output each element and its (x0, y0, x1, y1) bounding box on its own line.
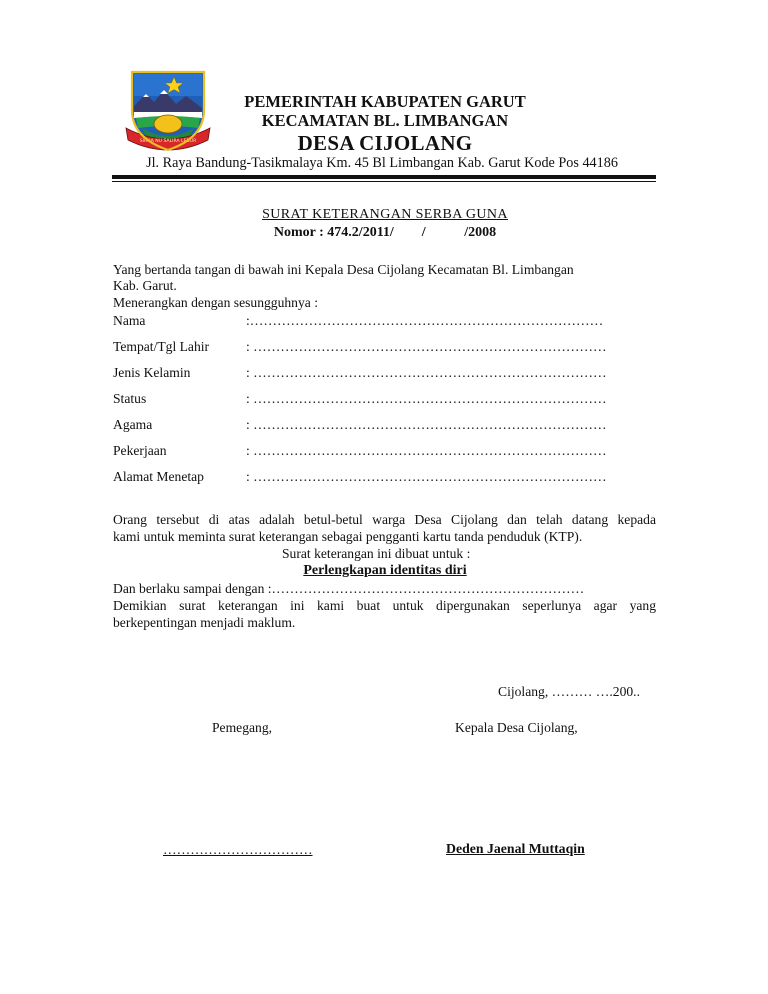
document-number: Nomor : 474.2/2011/ / /2008 (273, 225, 497, 240)
field-label-alamat-menetap: Alamat Menetap (113, 469, 204, 484)
field-label-pekerjaan: Pekerjaan (113, 443, 167, 458)
field-label-nama: Nama (113, 313, 146, 328)
statement-line-1: Orang tersebut di atas adalah betul-betul warga Desa Cijolang dan telah datang kepada (113, 512, 656, 527)
intro-line-1: Yang bertanda tangan di bawah ini Kepala Desa Cijolang Kecamatan Bl. Limbangan (113, 262, 574, 277)
purpose-text: Perlengkapan identitas diri (303, 563, 467, 578)
closing-line-1: Demikian surat keterangan ini kami buat untuk dipergunakan seperlunya agar yang (113, 598, 656, 613)
document-title: SURAT KETERANGAN SERBA GUNA (262, 207, 508, 222)
field-value-pekerjaan[interactable]: : …………………………………………………………………… (246, 443, 607, 458)
field-value-status[interactable]: : …………………………………………………………………… (246, 391, 607, 406)
field-label-agama: Agama (113, 417, 153, 432)
closing-line-2: berkepentingan menjadi maklum. (113, 615, 296, 630)
field-value-jenis-kelamin[interactable]: : …………………………………………………………………… (246, 365, 607, 380)
field-value-alamat-menetap[interactable]: : …………………………………………………………………… (246, 469, 607, 484)
field-label-jenis-kelamin: Jenis Kelamin (113, 365, 191, 380)
field-label-status: Status (113, 391, 147, 406)
government-heading: PEMERINTAH KABUPATEN GARUT (244, 92, 526, 111)
office-address: Jl. Raya Bandung-Tasikmalaya Km. 45 Bl Limbangan Kab. Garut Kode Pos 44186 (146, 155, 618, 171)
field-value-nama[interactable]: :…………………………………………………………………… (246, 313, 604, 328)
validity-line[interactable]: Dan berlaku sampai dengan :…………………………………………………………… (113, 581, 585, 596)
village-heading: DESA CIJOLANG (297, 131, 473, 155)
village-head-name: Deden Jaenal Muttaqin (446, 841, 585, 856)
header-divider-thick (112, 175, 656, 179)
header-divider-thin (112, 181, 656, 182)
holder-label: Pemegang, (212, 720, 273, 735)
statement-line-2: kami untuk meminta surat keterangan sebagai pengganti kartu tanda penduduk (KTP). (113, 529, 583, 544)
field-label-tempat-tgl-lahir: Tempat/Tgl Lahir (113, 339, 210, 354)
holder-signature-line[interactable]: …………………………… (163, 842, 313, 857)
logo-motto: SIRNA NU SALIRA LEBUR (139, 139, 197, 144)
place-date[interactable]: Cijolang, ……… ….200.. (498, 684, 640, 699)
field-value-agama[interactable]: : …………………………………………………………………… (246, 417, 607, 432)
district-heading: KECAMATAN BL. LIMBANGAN (261, 111, 509, 130)
field-value-tempat-tgl-lahir[interactable]: : …………………………………………………………………… (246, 339, 607, 354)
intro-line-3: Menerangkan dengan sesungguhnya : (113, 295, 318, 310)
intro-line-2: Kab. Garut. (113, 278, 177, 293)
purpose-intro: Surat keterangan ini dibuat untuk : (282, 546, 471, 561)
village-head-label: Kepala Desa Cijolang, (455, 720, 578, 735)
